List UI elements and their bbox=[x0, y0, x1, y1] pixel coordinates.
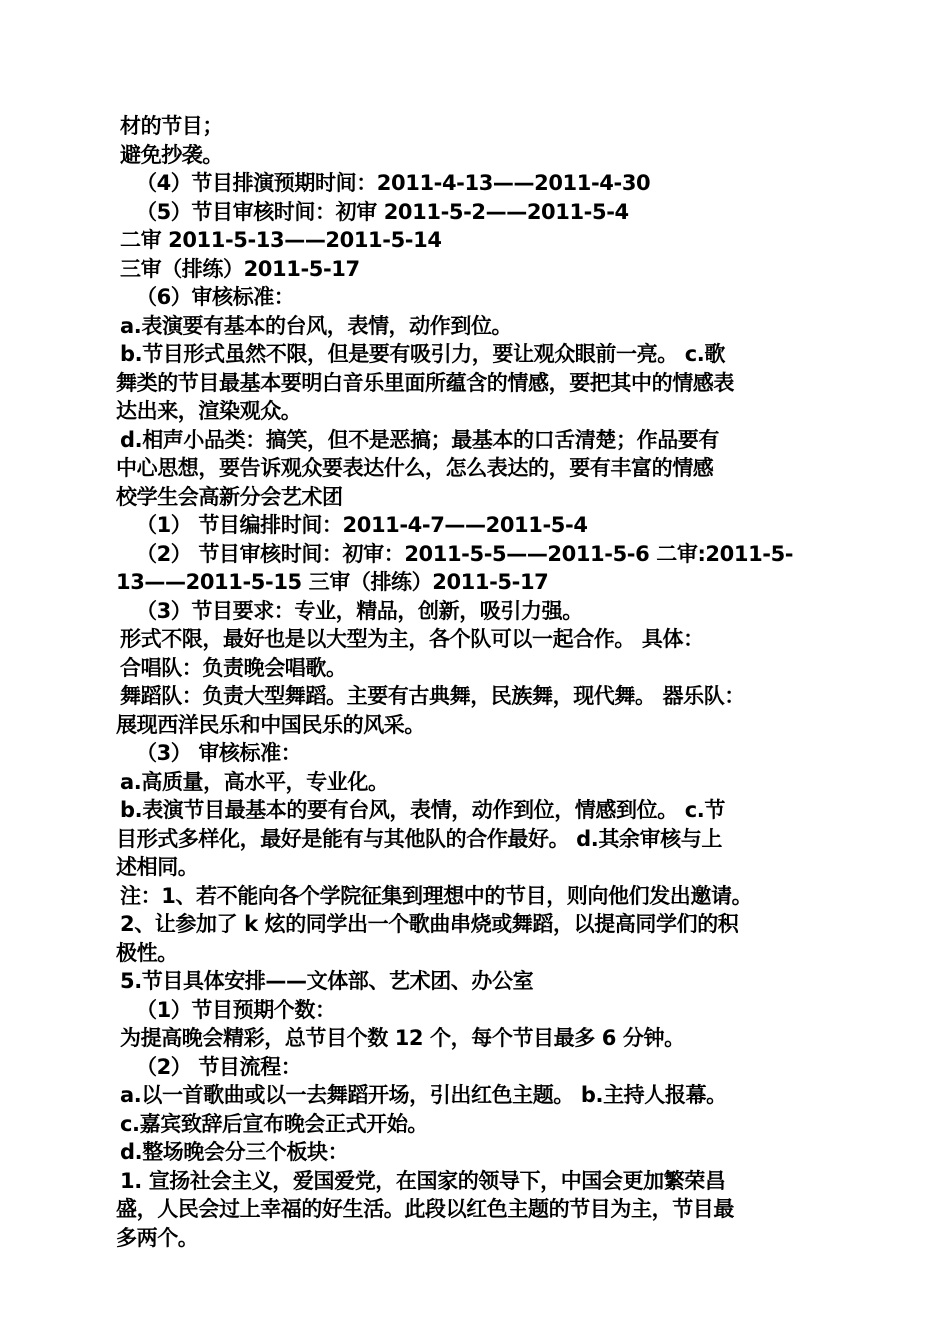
text-line: 二审 2011-5-13——2011-5-14 bbox=[120, 228, 442, 252]
text-line: 三审（排练）2011-5-17 bbox=[120, 256, 360, 281]
text-line: 校学生会高新分会艺术团 bbox=[116, 484, 343, 509]
text-line: a.高质量，高水平，专业化。 bbox=[120, 769, 389, 794]
text-line: b.节目形式虽然不限，但是要有吸引力，要让观众眼前一亮。 c.歌 bbox=[120, 342, 725, 366]
text-line: a.表演要有基本的台风，表情，动作到位。 bbox=[120, 313, 513, 338]
document-body bbox=[116, 112, 846, 1252]
text-line: d.相声小品类：搞笑，但不是恶搞；最基本的口舌清楚；作品要有 bbox=[120, 427, 720, 452]
text-line: 盛，人民会过上幸福的好生活。此段以红色主题的节目为主，节目最 bbox=[116, 1197, 734, 1221]
text-line: （4）节目排演预期时间：2011-4-13——2011-4-30 bbox=[136, 171, 651, 195]
text-line: （3）节目要求：专业，精品，创新，吸引力强。 bbox=[136, 598, 583, 623]
text-line: 5.节目具体安排——文体部、艺术团、办公室 bbox=[120, 969, 534, 993]
text-line: （2） 节目流程： bbox=[136, 1054, 302, 1079]
text-line: （1） 节目编排时间：2011-4-7——2011-5-4 bbox=[136, 513, 588, 537]
text-line: （3） 审核标准： bbox=[136, 741, 302, 765]
text-line: （5）节目审核时间：初审 2011-5-2——2011-5-4 bbox=[136, 199, 629, 224]
text-line: 目形式多样化，最好是能有与其他队的合作最好。 d.其余审核与上 bbox=[116, 826, 722, 851]
text-line: 多两个。 bbox=[116, 1225, 199, 1250]
text-line: 材的节目； bbox=[120, 114, 223, 138]
text-line: 展现西洋民乐和中国民乐的风采。 bbox=[116, 712, 425, 737]
text-line: 13——2011-5-15 三审（排练）2011-5-17 bbox=[116, 570, 549, 594]
text-line: 为提高晚会精彩，总节目个数 12 个，每个节目最多 6 分钟。 bbox=[120, 1026, 685, 1050]
text-line: 舞蹈队：负责大型舞蹈。主要有古典舞，民族舞，现代舞。 器乐队： bbox=[120, 684, 745, 708]
text-line: 避免抄袭。 bbox=[120, 142, 223, 167]
text-line: 注：1、若不能向各个学院征集到理想中的节目，则向他们发出邀请。 bbox=[120, 883, 753, 908]
text-line: a.以一首歌曲或以一去舞蹈开场，引出红色主题。 b.主持人报幕。 bbox=[120, 1083, 727, 1107]
text-line: 2、让参加了 k 炫的同学出一个歌曲串烧或舞蹈，以提高同学们的积 bbox=[120, 912, 739, 936]
text-line: 达出来，渲染观众。 bbox=[116, 399, 302, 423]
text-line: （6）审核标准： bbox=[136, 285, 295, 309]
text-line: 极性。 bbox=[116, 940, 178, 965]
text-line: （1）节目预期个数： bbox=[136, 997, 336, 1022]
text-line: （2） 节目审核时间：初审：2011-5-5——2011-5-6 二审:2011-5- bbox=[136, 541, 794, 566]
text-line: 中心思想，要告诉观众要表达什么，怎么表达的，要有丰富的情感 bbox=[116, 456, 714, 480]
text-line: 舞类的节目最基本要明白音乐里面所蕴含的情感，要把其中的情感表 bbox=[116, 370, 734, 395]
text-line: c.嘉宾致辞后宣布晚会正式开始。 bbox=[120, 1111, 429, 1136]
text-line: 形式不限，最好也是以大型为主，各个队可以一起合作。 具体： bbox=[120, 627, 704, 651]
text-line: 1. 宣扬社会主义，爱国爱党，在国家的领导下，中国会更加繁荣昌 bbox=[120, 1168, 726, 1193]
text-line: 述相同。 bbox=[116, 855, 199, 879]
text-line: 合唱队：负责晚会唱歌。 bbox=[120, 655, 347, 680]
text-line: b.表演节目最基本的要有台风，表情，动作到位，情感到位。 c.节 bbox=[120, 798, 725, 822]
text-line: d.整场晚会分三个板块： bbox=[120, 1140, 349, 1164]
